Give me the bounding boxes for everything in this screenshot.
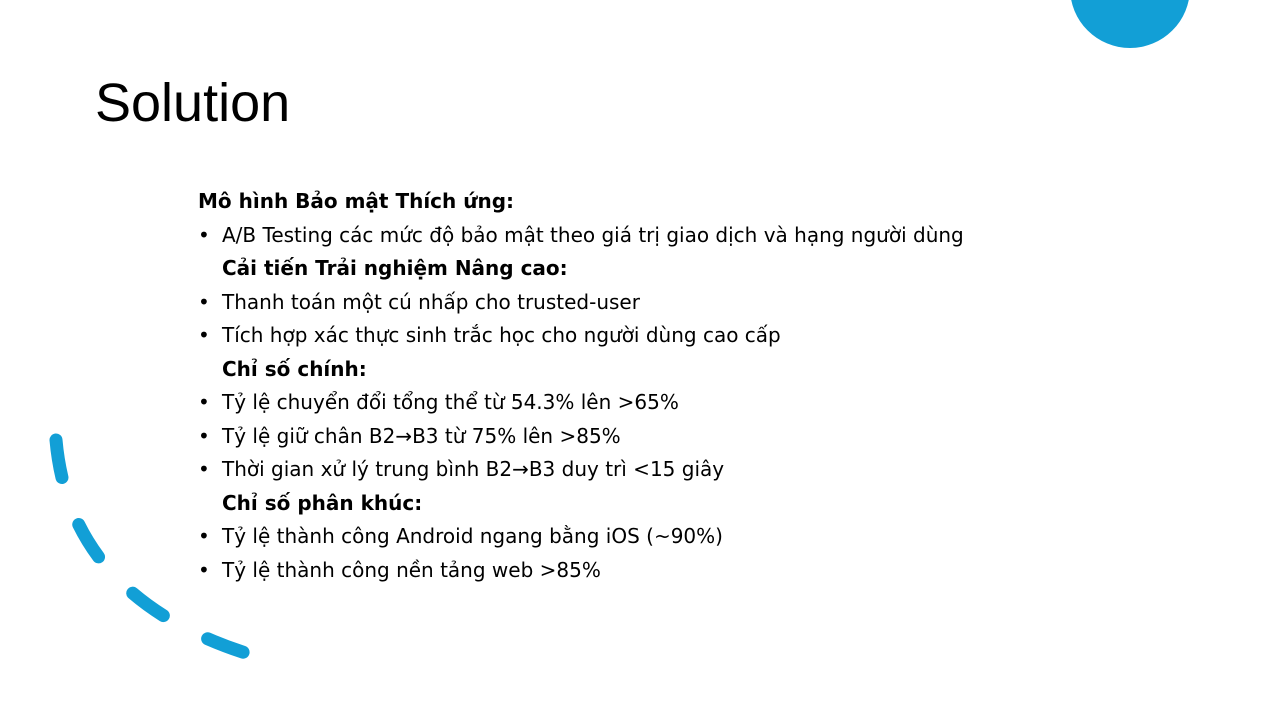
slide-body xyxy=(198,185,1098,587)
section-heading: Mô hình Bảo mật Thích ứng: xyxy=(198,189,515,213)
bullet-glyph: • xyxy=(198,457,210,481)
bullet-item xyxy=(198,554,1098,588)
bullet-text: Tỷ lệ thành công Android ngang bằng iOS (~90%) xyxy=(222,524,723,548)
bullet-item xyxy=(198,420,1098,454)
bullet-glyph: • xyxy=(198,524,210,548)
bullet-glyph: • xyxy=(198,289,210,314)
section-heading: Chỉ số phân khúc: xyxy=(222,490,423,515)
bullet-item xyxy=(198,520,1098,554)
bullet-text: Thanh toán một cú nhấp cho trusted-user xyxy=(222,289,640,314)
bullet-glyph: • xyxy=(198,222,210,247)
bullet-item xyxy=(198,219,1098,253)
bullet-text: Tỷ lệ thành công nền tảng web >85% xyxy=(222,557,601,582)
bullet-item xyxy=(198,453,1098,487)
bullet-glyph: • xyxy=(198,323,210,347)
section-heading: Chỉ số chính: xyxy=(222,356,367,381)
section-heading: Cải tiến Trải nghiệm Nâng cao: xyxy=(222,256,568,280)
slide-title: Solution xyxy=(95,73,291,133)
bullet-text: Tích hợp xác thực sinh trắc học cho người dùng cao cấp xyxy=(222,323,781,347)
bullet-item xyxy=(198,386,1098,420)
bullet-text: Thời gian xử lý trung bình B2→B3 duy trì <15 giây xyxy=(222,457,725,481)
bullet-text: Tỷ lệ giữ chân B2→B3 từ 75% lên >85% xyxy=(222,423,621,448)
bullet-glyph: • xyxy=(198,390,210,414)
bullet-text: A/B Testing các mức độ bảo mật theo giá trị giao dịch và hạng người dùng xyxy=(222,222,964,247)
bullet-glyph: • xyxy=(198,557,210,582)
bullet-item xyxy=(198,286,1098,320)
bullet-item xyxy=(198,319,1098,353)
bullet-text: Tỷ lệ chuyển đổi tổng thể từ 54.3% lên >65% xyxy=(222,390,679,414)
bullet-glyph: • xyxy=(198,423,210,448)
